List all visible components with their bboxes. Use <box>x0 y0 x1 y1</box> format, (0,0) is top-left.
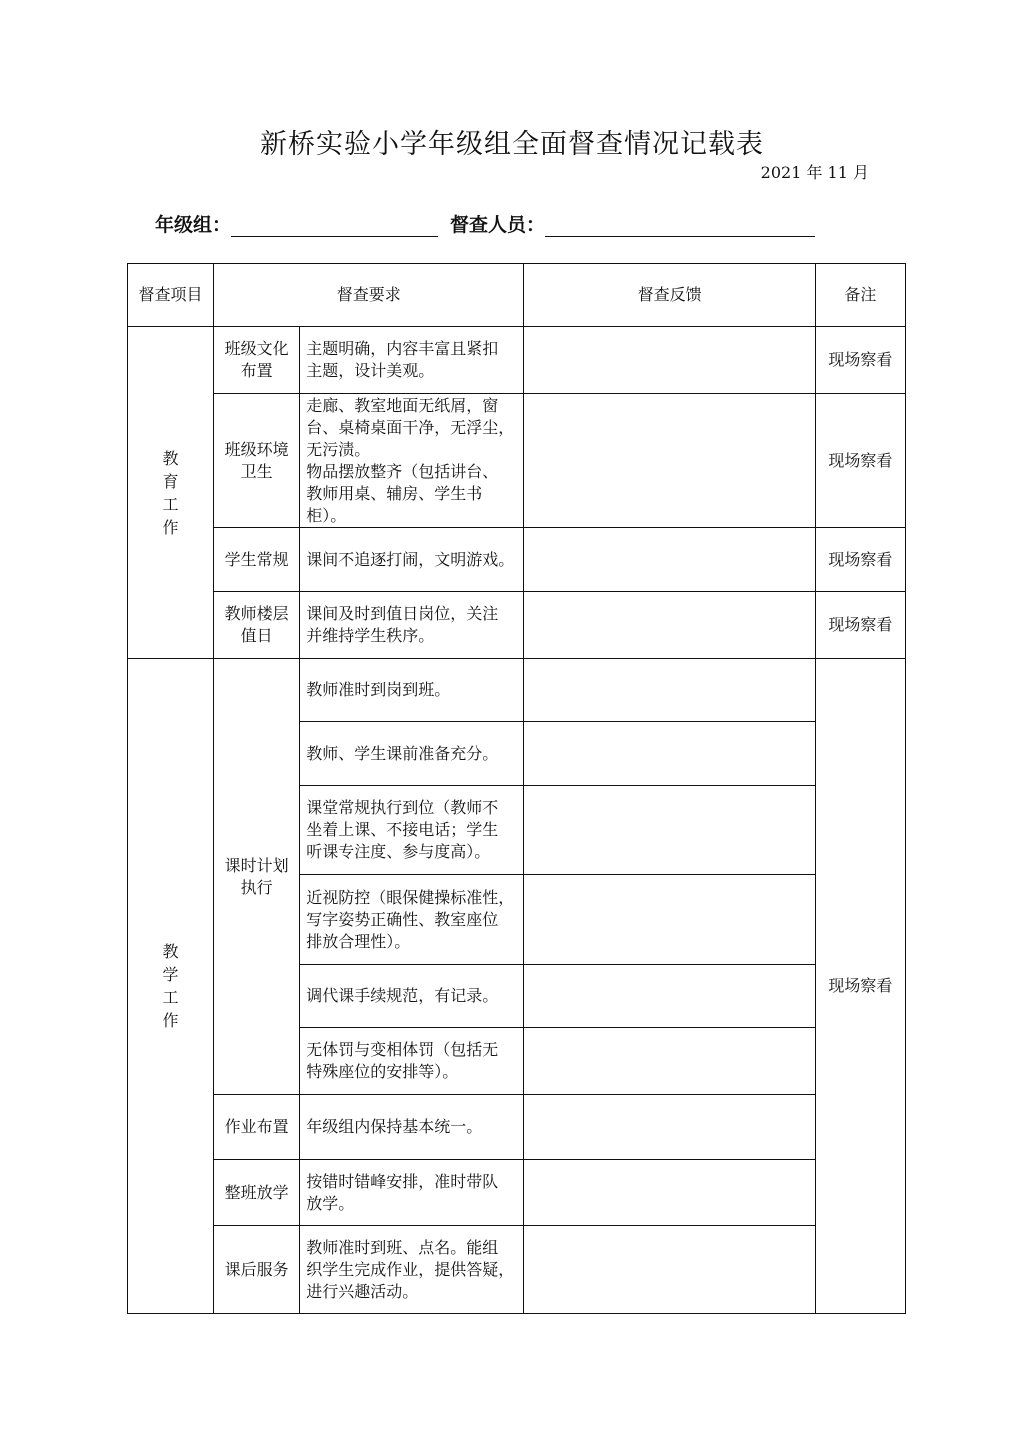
table-row <box>128 592 906 659</box>
header-requirement: 督查要求 <box>214 264 524 327</box>
form-date: 2021 年 11 月 <box>760 163 869 182</box>
header-item: 督查项目 <box>128 264 214 327</box>
requirement-text: 无体罚与变相体罚（包括无 特殊座位的安排等）。 <box>300 1028 524 1095</box>
requirement-text: 课堂常规执行到位（教师不 坐着上课、不接电话；学生 听课专注度、参与度高）。 <box>300 786 524 875</box>
table-row <box>128 1095 906 1160</box>
table-row <box>128 528 906 592</box>
header-feedback: 督查反馈 <box>524 264 815 327</box>
requirement-text: 调代课手续规范，有记录。 <box>300 965 524 1028</box>
requirement-text: 年级组内保持基本统一。 <box>300 1095 524 1160</box>
requirement-text: 近视防控（眼保健操标准性， 写字姿势正确性、教室座位 排放合理性）。 <box>300 875 524 965</box>
item-name: 学生常规 <box>214 528 300 592</box>
item-name: 班级文化 布置 <box>214 327 300 394</box>
inspector-field[interactable] <box>545 214 815 237</box>
requirement-text: 主题明确，内容丰富且紧扣 主题，设计美观。 <box>300 327 524 394</box>
item-name: 课后服务 <box>214 1226 300 1314</box>
item-name: 班级环境 卫生 <box>214 394 300 528</box>
category-cell <box>128 327 214 659</box>
feedback-cell[interactable] <box>524 965 815 1028</box>
feedback-cell[interactable] <box>524 327 815 394</box>
item-name: 作业布置 <box>214 1095 300 1160</box>
category-cell <box>128 659 214 1314</box>
item-name: 教师楼层 值日 <box>214 592 300 659</box>
requirement-text: 走廊、教室地面无纸屑，窗 台、桌椅桌面干净，无浮尘， 无污渍。 物品摆放整齐（包括讲台、 教师用桌、辅房、学生书柜）。 <box>300 394 524 528</box>
requirement-text: 教师准时到班、点名。能组 织学生完成作业，提供答疑， 进行兴趣活动。 <box>300 1226 524 1314</box>
table-header-row <box>128 264 906 327</box>
feedback-cell[interactable] <box>524 528 815 592</box>
requirement-text: 教师、学生课前准备充分。 <box>300 722 524 786</box>
table-row <box>128 394 906 528</box>
feedback-cell[interactable] <box>524 1160 815 1226</box>
item-name: 课时计划 执行 <box>214 659 300 1095</box>
table-row <box>128 1160 906 1226</box>
table-row <box>128 659 906 722</box>
table-row <box>128 327 906 394</box>
feedback-cell[interactable] <box>524 394 815 528</box>
page-title: 新桥实验小学年级组全面督查情况记载表 <box>260 129 764 160</box>
requirement-text: 教师准时到岗到班。 <box>300 659 524 722</box>
feedback-cell[interactable] <box>524 1095 815 1160</box>
feedback-cell[interactable] <box>524 1028 815 1095</box>
note-text: 现场察看 <box>815 659 905 1314</box>
grade-group-field[interactable] <box>231 214 438 237</box>
header-note: 备注 <box>815 264 905 327</box>
requirement-text: 课间及时到值日岗位，关注 并维持学生秩序。 <box>300 592 524 659</box>
inspection-table <box>127 263 906 1314</box>
table-row <box>128 1226 906 1314</box>
item-name: 整班放学 <box>214 1160 300 1226</box>
note-text: 现场察看 <box>815 394 905 528</box>
feedback-cell[interactable] <box>524 875 815 965</box>
requirement-text: 课间不追逐打闹，文明游戏。 <box>300 528 524 592</box>
feedback-cell[interactable] <box>524 786 815 875</box>
category-teaching: 教学工作 <box>162 942 179 1030</box>
inspector-label: 督查人员： <box>450 214 546 236</box>
feedback-cell[interactable] <box>524 1226 815 1314</box>
note-text: 现场察看 <box>815 592 905 659</box>
note-text: 现场察看 <box>815 327 905 394</box>
note-text: 现场察看 <box>815 528 905 592</box>
feedback-cell[interactable] <box>524 659 815 722</box>
category-education: 教育工作 <box>162 448 179 537</box>
requirement-text: 按错时错峰安排，准时带队 放学。 <box>300 1160 524 1226</box>
feedback-cell[interactable] <box>524 722 815 786</box>
feedback-cell[interactable] <box>524 592 815 659</box>
grade-group-label: 年级组： <box>155 214 232 236</box>
header-fields <box>155 210 815 237</box>
